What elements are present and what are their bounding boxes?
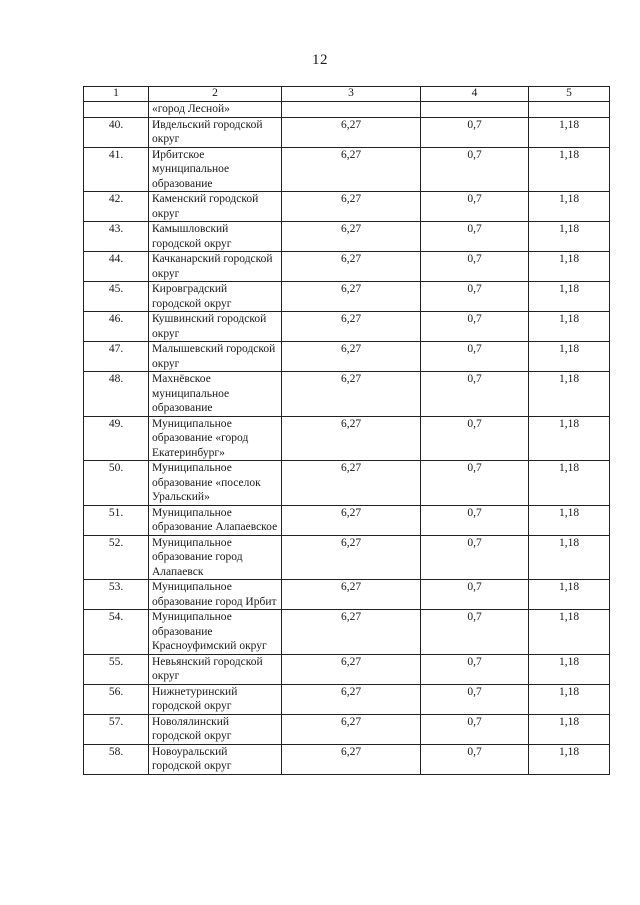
row-number: 42. — [84, 192, 149, 222]
row-number: 51. — [84, 505, 149, 535]
row-number: 48. — [84, 372, 149, 417]
table-row — [84, 744, 610, 774]
value-col-5: 1,18 — [529, 342, 610, 372]
value-col-4: 0,7 — [421, 610, 529, 655]
municipality-name: Новолялинский городской округ — [149, 714, 282, 744]
value-col-4: 0,7 — [421, 282, 529, 312]
table-row — [84, 654, 610, 684]
value-col-5: 1,18 — [529, 282, 610, 312]
row-number: 45. — [84, 282, 149, 312]
value-col-3 — [282, 102, 421, 118]
value-col-5: 1,18 — [529, 505, 610, 535]
table-row — [84, 505, 610, 535]
value-col-3: 6,27 — [282, 535, 421, 580]
municipality-name: Ирбитское муниципальное образование — [149, 147, 282, 192]
table-row — [84, 312, 610, 342]
row-number: 55. — [84, 654, 149, 684]
value-col-4: 0,7 — [421, 714, 529, 744]
municipality-name: Муниципальное образование «город Екатеринбург» — [149, 416, 282, 461]
municipality-name: Невьянский городской округ — [149, 654, 282, 684]
municipality-name: Новоуральский городской округ — [149, 744, 282, 774]
row-number: 50. — [84, 461, 149, 506]
row-number: 56. — [84, 684, 149, 714]
table-row — [84, 580, 610, 610]
value-col-3: 6,27 — [282, 222, 421, 252]
value-col-4: 0,7 — [421, 117, 529, 147]
row-number: 57. — [84, 714, 149, 744]
value-col-5: 1,18 — [529, 535, 610, 580]
municipality-name: Муниципальное образование Алапаевское — [149, 505, 282, 535]
municipality-name: Муниципальное образование «поселок Уральский» — [149, 461, 282, 506]
table-row — [84, 535, 610, 580]
row-number: 54. — [84, 610, 149, 655]
table-header — [84, 87, 610, 102]
value-col-4: 0,7 — [421, 222, 529, 252]
value-col-5: 1,18 — [529, 461, 610, 506]
value-col-5: 1,18 — [529, 684, 610, 714]
municipality-name: Муниципальное образование город Ирбит — [149, 580, 282, 610]
table-row — [84, 222, 610, 252]
value-col-3: 6,27 — [282, 252, 421, 282]
value-col-3: 6,27 — [282, 744, 421, 774]
table-row — [84, 252, 610, 282]
municipality-name: Муниципальное образование Красноуфимский округ — [149, 610, 282, 655]
value-col-4: 0,7 — [421, 192, 529, 222]
municipality-name: Ивдельский городской округ — [149, 117, 282, 147]
value-col-3: 6,27 — [282, 684, 421, 714]
value-col-5: 1,18 — [529, 580, 610, 610]
header-cell-4: 4 — [421, 87, 529, 102]
value-col-4: 0,7 — [421, 342, 529, 372]
value-col-4: 0,7 — [421, 654, 529, 684]
header-row — [84, 87, 610, 102]
municipality-name: Кушвинский городской округ — [149, 312, 282, 342]
table-row — [84, 342, 610, 372]
municipality-name: Камышловский городской округ — [149, 222, 282, 252]
table-row — [84, 684, 610, 714]
value-col-3: 6,27 — [282, 312, 421, 342]
value-col-3: 6,27 — [282, 192, 421, 222]
value-col-3: 6,27 — [282, 282, 421, 312]
municipality-name: «город Лесной» — [149, 102, 282, 118]
value-col-5: 1,18 — [529, 744, 610, 774]
value-col-3: 6,27 — [282, 505, 421, 535]
table-row — [84, 461, 610, 506]
value-col-4: 0,7 — [421, 312, 529, 342]
row-number: 40. — [84, 117, 149, 147]
municipality-name: Качканарский городской округ — [149, 252, 282, 282]
value-col-4: 0,7 — [421, 416, 529, 461]
municipality-name: Нижнетуринский городской округ — [149, 684, 282, 714]
value-col-3: 6,27 — [282, 147, 421, 192]
value-col-3: 6,27 — [282, 714, 421, 744]
value-col-3: 6,27 — [282, 342, 421, 372]
value-col-3: 6,27 — [282, 416, 421, 461]
value-col-4: 0,7 — [421, 535, 529, 580]
value-col-5: 1,18 — [529, 654, 610, 684]
row-number: 46. — [84, 312, 149, 342]
value-col-4: 0,7 — [421, 372, 529, 417]
value-col-5: 1,18 — [529, 714, 610, 744]
row-number: 41. — [84, 147, 149, 192]
header-cell-5: 5 — [529, 87, 610, 102]
row-number — [84, 102, 149, 118]
row-number: 43. — [84, 222, 149, 252]
value-col-5: 1,18 — [529, 252, 610, 282]
municipality-name: Малышевский городской округ — [149, 342, 282, 372]
value-col-3: 6,27 — [282, 372, 421, 417]
value-col-3: 6,27 — [282, 580, 421, 610]
value-col-4: 0,7 — [421, 461, 529, 506]
value-col-4 — [421, 102, 529, 118]
value-col-3: 6,27 — [282, 117, 421, 147]
value-col-5 — [529, 102, 610, 118]
table-row — [84, 117, 610, 147]
value-col-5: 1,18 — [529, 222, 610, 252]
value-col-5: 1,18 — [529, 610, 610, 655]
value-col-5: 1,18 — [529, 416, 610, 461]
value-col-4: 0,7 — [421, 505, 529, 535]
header-cell-1: 1 — [84, 87, 149, 102]
row-number: 52. — [84, 535, 149, 580]
table-row — [84, 714, 610, 744]
value-col-4: 0,7 — [421, 252, 529, 282]
value-col-3: 6,27 — [282, 461, 421, 506]
value-col-4: 0,7 — [421, 684, 529, 714]
header-cell-3: 3 — [282, 87, 421, 102]
row-number: 58. — [84, 744, 149, 774]
value-col-4: 0,7 — [421, 744, 529, 774]
row-number: 44. — [84, 252, 149, 282]
table-row — [84, 192, 610, 222]
page-number: 12 — [312, 52, 328, 68]
table-row — [84, 610, 610, 655]
value-col-5: 1,18 — [529, 117, 610, 147]
value-col-3: 6,27 — [282, 610, 421, 655]
value-col-4: 0,7 — [421, 580, 529, 610]
row-number: 53. — [84, 580, 149, 610]
table-row — [84, 147, 610, 192]
value-col-5: 1,18 — [529, 312, 610, 342]
municipality-name: Муниципальное образование город Алапаевск — [149, 535, 282, 580]
municipality-name: Махнёвское муниципальное образование — [149, 372, 282, 417]
table-row — [84, 282, 610, 312]
value-col-5: 1,18 — [529, 192, 610, 222]
value-col-3: 6,27 — [282, 654, 421, 684]
municipality-name: Кировградский городской округ — [149, 282, 282, 312]
rates-table — [83, 86, 610, 775]
value-col-4: 0,7 — [421, 147, 529, 192]
row-number: 47. — [84, 342, 149, 372]
municipality-name: Каменский городской округ — [149, 192, 282, 222]
table-body — [84, 102, 610, 775]
table-row — [84, 372, 610, 417]
continuation-row — [84, 102, 610, 118]
row-number: 49. — [84, 416, 149, 461]
value-col-5: 1,18 — [529, 147, 610, 192]
table-row — [84, 416, 610, 461]
header-cell-2: 2 — [149, 87, 282, 102]
value-col-5: 1,18 — [529, 372, 610, 417]
